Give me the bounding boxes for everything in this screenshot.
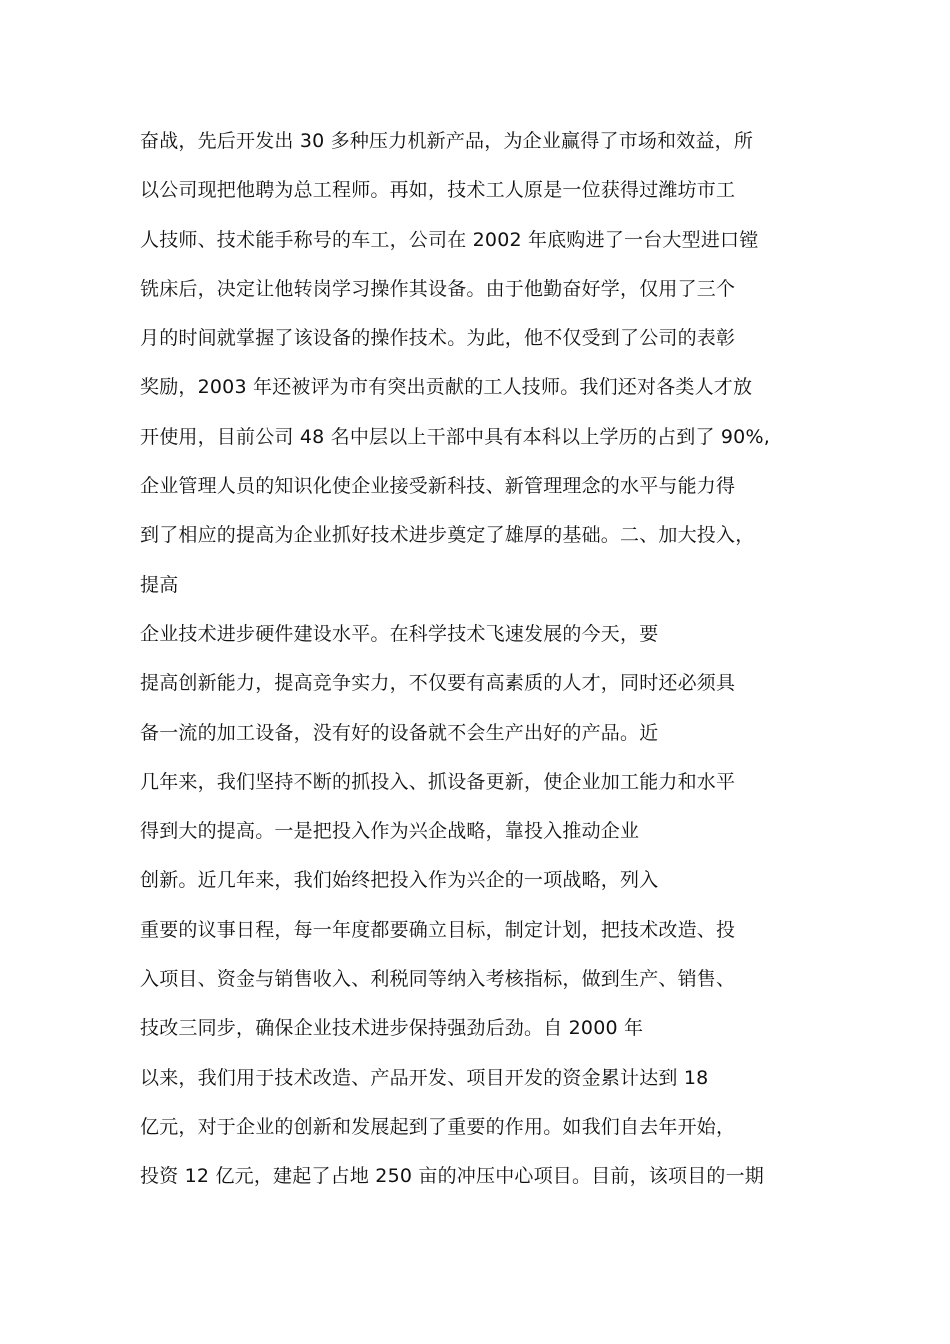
text-line: 得到大的提高。一是把投入作为兴企战略，靠投入推动企业	[140, 820, 640, 843]
text-line: 企业管理人员的知识化使企业接受新科技、新管理理念的水平与能力得	[140, 475, 736, 498]
text-line: 奖励，2003 年还被评为市有突出贡献的工人技师。我们还对各类人才放	[140, 376, 753, 399]
text-line: 技改三同步，确保企业技术进步保持强劲后劲。自 2000 年	[140, 1017, 644, 1040]
text-line: 重要的议事日程，每一年度都要确立目标，制定计划，把技术改造、投	[140, 918, 736, 941]
text-line: 企业技术进步硬件建设水平。在科学技术飞速发展的今天，要	[140, 622, 659, 645]
text-line: 投资 12 亿元，建起了占地 250 亩的冲压中心项目。目前，该项目的一期	[140, 1165, 765, 1188]
text-line: 到了相应的提高为企业抓好技术进步奠定了雄厚的基础。二、加大投入，	[140, 524, 755, 547]
text-line: 月的时间就掌握了该设备的操作技术。为此，他不仅受到了公司的表彰	[140, 327, 736, 350]
text-line: 提高	[140, 573, 179, 596]
text-line: 创新。近几年来，我们始终把投入作为兴企的一项战略，列入	[140, 869, 659, 892]
text-line: 铣床后，决定让他转岗学习操作其设备。由于他勤奋好学，仅用了三个	[140, 277, 736, 300]
text-line: 亿元，对于企业的创新和发展起到了重要的作用。如我们自去年开始，	[140, 1115, 736, 1138]
text-line: 几年来，我们坚持不断的抓投入、抓设备更新，使企业加工能力和水平	[140, 770, 736, 793]
text-line: 人技师、技术能手称号的车工，公司在 2002 年底购进了一台大型进口镗	[140, 228, 759, 251]
body-text	[140, 123, 840, 1208]
text-line: 提高创新能力，提高竞争实力，不仅要有高素质的人才，同时还必须具	[140, 672, 736, 695]
text-line: 开使用，目前公司 48 名中层以上干部中具有本科以上学历的占到了 90%,	[140, 425, 770, 448]
text-line: 备一流的加工设备，没有好的设备就不会生产出好的产品。近	[140, 721, 659, 744]
text-line: 以来，我们用于技术改造、产品开发、项目开发的资金累计达到 18	[140, 1066, 709, 1089]
text-line: 奋战，先后开发出 30 多种压力机新产品，为企业赢得了市场和效益，所	[140, 130, 754, 152]
text-line: 入项目、资金与销售收入、利税同等纳入考核指标，做到生产、销售、	[140, 968, 736, 991]
text-line: 以公司现把他聘为总工程师。再如，技术工人原是一位获得过潍坊市工	[140, 179, 736, 202]
